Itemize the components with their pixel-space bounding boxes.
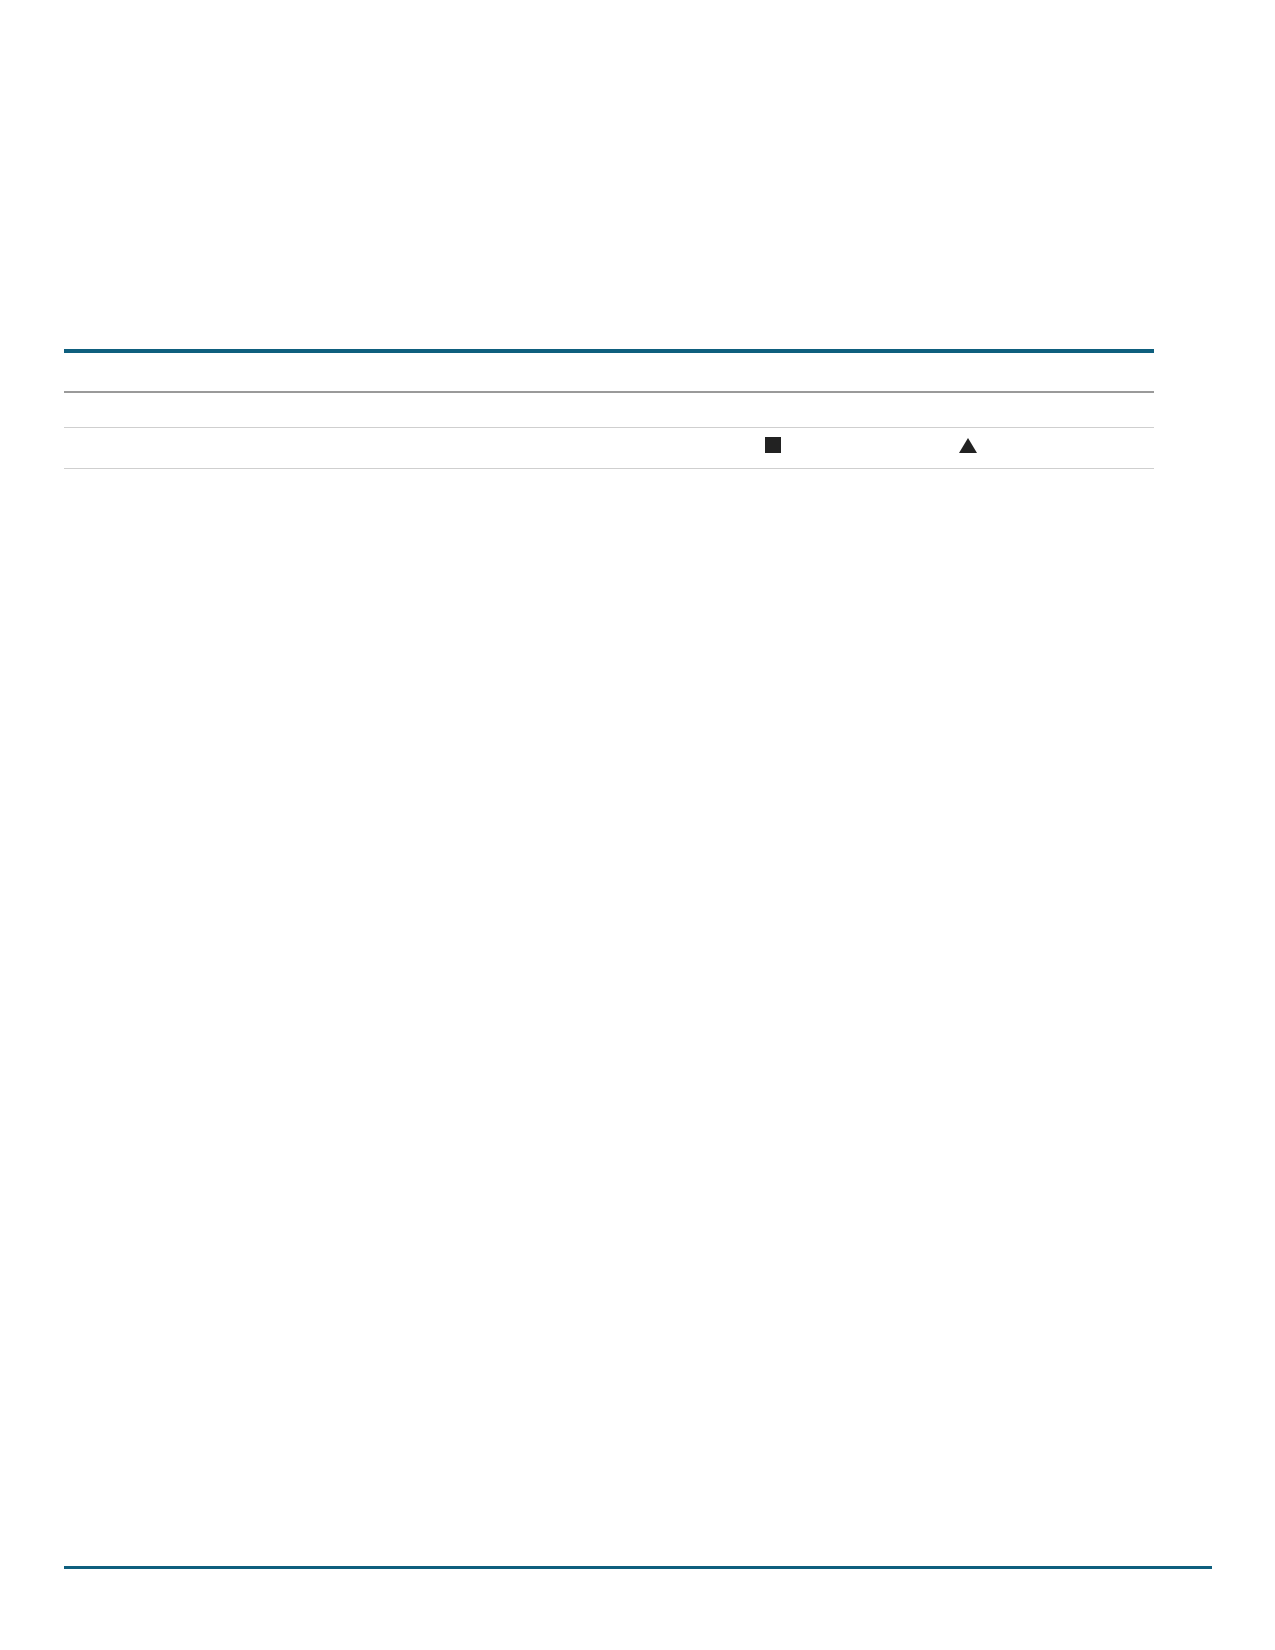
footer-divider <box>64 1566 1212 1569</box>
triangle-spacing-icon <box>959 438 977 453</box>
table-units-row <box>64 428 1154 469</box>
square-spacing-icon <box>765 437 781 453</box>
low-angle-performance-table <box>64 391 1154 469</box>
section-divider <box>64 349 1154 353</box>
table-header-row <box>64 393 1154 428</box>
